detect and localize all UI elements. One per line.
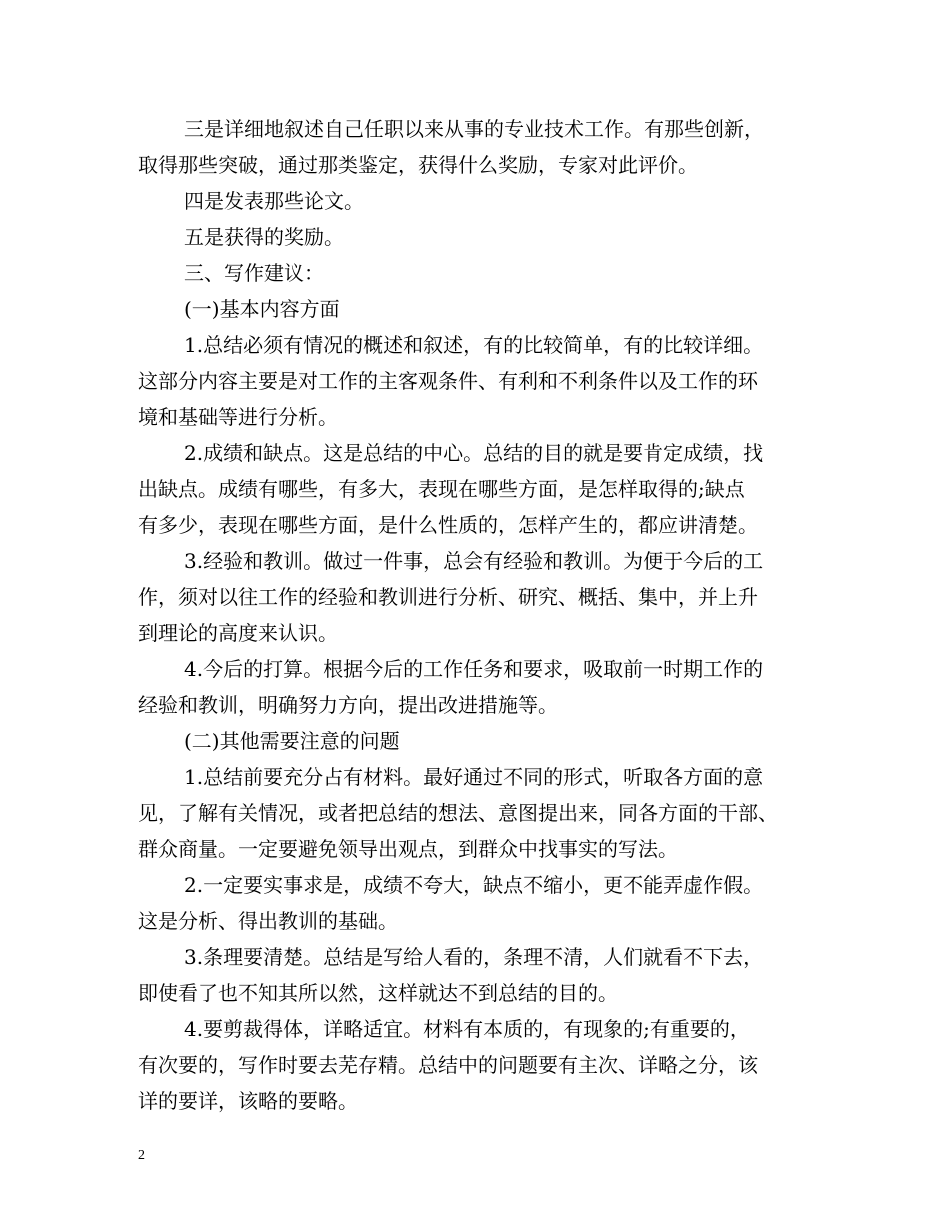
text-line: 4.今后的打算。根据今后的工作任务和要求，吸取前一时期工作的	[184, 657, 764, 681]
text-line: 取得那些突破，通过那类鉴定，获得什么奖励，专家对此评价。	[138, 153, 698, 177]
subsection-heading: (一)基本内容方面	[184, 297, 340, 321]
text-line: 到理论的高度来认识。	[138, 621, 338, 645]
text-line: 这部分内容主要是对工作的主客观条件、有利和不利条件以及工作的环	[138, 369, 758, 393]
text-line: 作，须对以往工作的经验和教训进行分析、研究、概括、集中，并上升	[138, 585, 758, 609]
subsection-heading: (二)其他需要注意的问题	[184, 729, 400, 753]
text-line: 1.总结前要充分占有材料。最好通过不同的形式，听取各方面的意	[184, 765, 764, 789]
text-line: 3.条理要清楚。总结是写给人看的，条理不清，人们就看不下去，	[184, 945, 764, 969]
text-line: 四是发表那些论文。	[184, 189, 364, 213]
text-line: 4.要剪裁得体，详略适宜。材料有本质的，有现象的;有重要的，	[184, 1017, 750, 1041]
text-line: 3.经验和教训。做过一件事，总会有经验和教训。为便于今后的工	[184, 549, 764, 573]
text-line: 有次要的，写作时要去芜存精。总结中的问题要有主次、详略之分，该	[138, 1053, 758, 1077]
text-line: 2.成绩和缺点。这是总结的中心。总结的目的就是要肯定成绩，找	[184, 441, 764, 465]
text-line: 1.总结必须有情况的概述和叙述，有的比较简单，有的比较详细。	[184, 333, 764, 357]
text-line: 有多少，表现在哪些方面，是什么性质的，怎样产生的，都应讲清楚。	[138, 513, 758, 537]
page-number: 2	[138, 1148, 145, 1163]
text-line: 即使看了也不知其所以然，这样就达不到总结的目的。	[138, 981, 618, 1005]
text-line: 2.一定要实事求是，成绩不夸大，缺点不缩小，更不能弄虚作假。	[184, 873, 764, 897]
text-line: 境和基础等进行分析。	[138, 405, 338, 429]
text-line: 出缺点。成绩有哪些，有多大，表现在哪些方面，是怎样取得的;缺点	[138, 477, 745, 501]
text-line: 经验和教训，明确努力方向，提出改进措施等。	[138, 693, 558, 717]
text-line: 群众商量。一定要避免领导出观点，到群众中找事实的写法。	[138, 837, 678, 861]
text-line: 三是详细地叙述自己任职以来从事的专业技术工作。有那些创新，	[184, 117, 764, 141]
text-line: 见，了解有关情况，或者把总结的想法、意图提出来，同各方面的干部、	[138, 801, 778, 825]
text-line: 五是获得的奖励。	[184, 225, 344, 249]
section-heading: 三、写作建议：	[184, 261, 324, 285]
text-line: 这是分析、得出教训的基础。	[138, 909, 398, 933]
text-line: 详的要详，该略的要略。	[138, 1089, 358, 1113]
document-body	[138, 111, 828, 1119]
